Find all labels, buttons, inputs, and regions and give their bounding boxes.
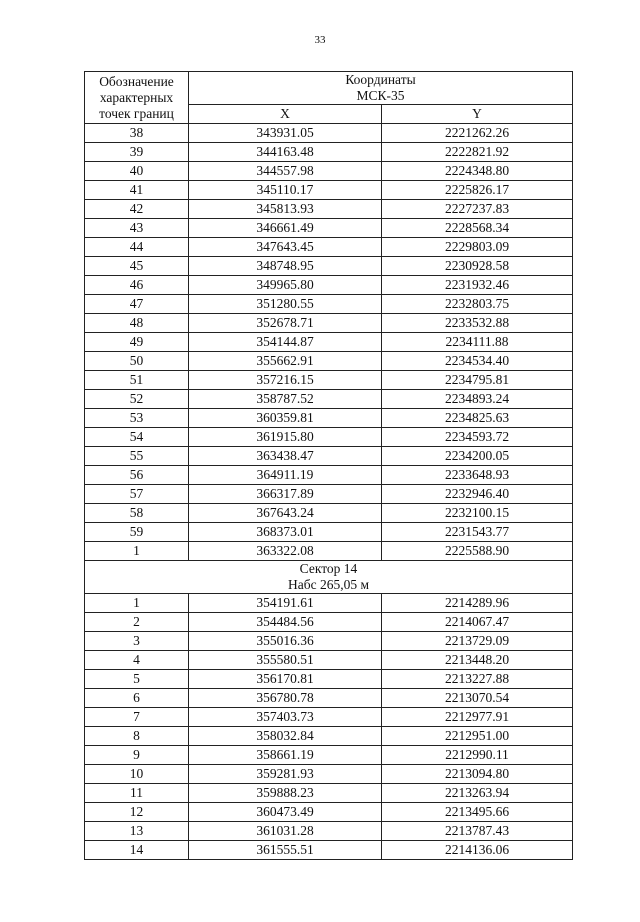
coordinates-header [189,72,573,105]
y-coordinate-cell: 2234534.40 [382,352,573,371]
table-row [85,542,573,561]
point-label-header-line: характерных [99,89,174,105]
x-coordinate-cell: 359281.93 [189,765,382,784]
table-row [85,257,573,276]
table-body-part-1 [85,124,573,561]
y-coordinate-cell: 2212977.91 [382,708,573,727]
y-coordinate-cell: 2213787.43 [382,822,573,841]
y-coordinate-cell: 2213729.09 [382,632,573,651]
point-number-cell: 57 [85,485,189,504]
table-row [85,371,573,390]
coordinates-header-line: Координаты [345,72,416,87]
y-coordinate-cell: 2213070.54 [382,689,573,708]
x-coordinate-cell: 356170.81 [189,670,382,689]
point-number-cell: 58 [85,504,189,523]
point-number-cell: 39 [85,143,189,162]
x-coordinate-cell: 364911.19 [189,466,382,485]
point-label-header-line: точек границ [99,105,174,121]
y-coordinate-cell: 2230928.58 [382,257,573,276]
table-row [85,333,573,352]
x-coordinate-cell: 355016.36 [189,632,382,651]
y-coordinate-cell: 2214136.06 [382,841,573,860]
table-row [85,822,573,841]
x-coordinate-cell: 356780.78 [189,689,382,708]
point-number-cell: 13 [85,822,189,841]
x-coordinate-cell: 345110.17 [189,181,382,200]
table-row [85,124,573,143]
table-row [85,428,573,447]
point-number-cell: 53 [85,409,189,428]
x-coordinate-cell: 358032.84 [189,727,382,746]
point-number-cell: 48 [85,314,189,333]
y-coordinate-cell: 2213495.66 [382,803,573,822]
point-number-cell: 43 [85,219,189,238]
point-number-cell: 42 [85,200,189,219]
point-label-header-line: Обозначение [99,73,174,89]
x-coordinate-cell: 347643.45 [189,238,382,257]
x-coordinate-cell: 355662.91 [189,352,382,371]
point-label-header [85,72,189,124]
y-coordinate-cell: 2212990.11 [382,746,573,765]
y-coordinate-cell: 2232946.40 [382,485,573,504]
point-number-cell: 3 [85,632,189,651]
table-row [85,409,573,428]
y-coordinate-cell: 2224348.80 [382,162,573,181]
y-column-header: Y [382,105,573,124]
point-number-cell: 10 [85,765,189,784]
x-coordinate-cell: 355580.51 [189,651,382,670]
y-coordinate-cell: 2222821.92 [382,143,573,162]
table-row [85,219,573,238]
y-coordinate-cell: 2225826.17 [382,181,573,200]
y-coordinate-cell: 2214067.47 [382,613,573,632]
y-coordinate-cell: 2221262.26 [382,124,573,143]
x-coordinate-cell: 358661.19 [189,746,382,765]
table-row [85,632,573,651]
table-row [85,485,573,504]
point-number-cell: 6 [85,689,189,708]
point-number-cell: 47 [85,295,189,314]
point-number-cell: 45 [85,257,189,276]
x-coordinate-cell: 354144.87 [189,333,382,352]
y-coordinate-cell: 2234893.24 [382,390,573,409]
x-coordinate-cell: 366317.89 [189,485,382,504]
x-coordinate-cell: 361555.51 [189,841,382,860]
table-row [85,803,573,822]
x-column-header: X [189,105,382,124]
x-coordinate-cell: 345813.93 [189,200,382,219]
table-row [85,352,573,371]
x-coordinate-cell: 358787.52 [189,390,382,409]
table-row [85,746,573,765]
table-row [85,276,573,295]
y-coordinate-cell: 2233532.88 [382,314,573,333]
x-coordinate-cell: 343931.05 [189,124,382,143]
point-number-cell: 54 [85,428,189,447]
table-row [85,466,573,485]
point-number-cell: 51 [85,371,189,390]
sector-row [85,561,573,594]
table-row [85,390,573,409]
table-row [85,784,573,803]
point-number-cell: 14 [85,841,189,860]
y-coordinate-cell: 2227237.83 [382,200,573,219]
y-coordinate-cell: 2213094.80 [382,765,573,784]
y-coordinate-cell: 2212951.00 [382,727,573,746]
table-row [85,594,573,613]
table-header [85,72,573,124]
sector-section [85,561,573,594]
table-row [85,143,573,162]
y-coordinate-cell: 2233648.93 [382,466,573,485]
table-row [85,295,573,314]
coordinates-table [84,71,573,860]
x-coordinate-cell: 360473.49 [189,803,382,822]
sector-title: Сектор 14 [299,561,358,576]
table-row [85,765,573,784]
x-coordinate-cell: 357403.73 [189,708,382,727]
y-coordinate-cell: 2234200.05 [382,447,573,466]
point-number-cell: 49 [85,333,189,352]
table-row [85,841,573,860]
x-coordinate-cell: 352678.71 [189,314,382,333]
point-number-cell: 59 [85,523,189,542]
table-row [85,162,573,181]
y-coordinate-cell: 2234795.81 [382,371,573,390]
point-number-cell: 12 [85,803,189,822]
x-coordinate-cell: 361031.28 [189,822,382,841]
table-row [85,447,573,466]
point-number-cell: 46 [85,276,189,295]
table-row [85,523,573,542]
table-row [85,689,573,708]
point-number-cell: 5 [85,670,189,689]
y-coordinate-cell: 2234593.72 [382,428,573,447]
table-row [85,504,573,523]
point-number-cell: 9 [85,746,189,765]
point-number-cell: 1 [85,542,189,561]
table-body-part-2 [85,594,573,860]
y-coordinate-cell: 2225588.90 [382,542,573,561]
x-coordinate-cell: 351280.55 [189,295,382,314]
y-coordinate-cell: 2214289.96 [382,594,573,613]
point-number-cell: 2 [85,613,189,632]
point-number-cell: 56 [85,466,189,485]
table-row [85,708,573,727]
x-coordinate-cell: 348748.95 [189,257,382,276]
table-row [85,238,573,257]
y-coordinate-cell: 2231932.46 [382,276,573,295]
x-coordinate-cell: 361915.80 [189,428,382,447]
table-row [85,651,573,670]
table-row [85,613,573,632]
x-coordinate-cell: 357216.15 [189,371,382,390]
y-coordinate-cell: 2228568.34 [382,219,573,238]
sector-heading [85,561,573,594]
sector-height: Набс 265,05 м [287,577,370,592]
table-row [85,314,573,333]
x-coordinate-cell: 349965.80 [189,276,382,295]
x-coordinate-cell: 359888.23 [189,784,382,803]
x-coordinate-cell: 344163.48 [189,143,382,162]
x-coordinate-cell: 368373.01 [189,523,382,542]
point-number-cell: 52 [85,390,189,409]
y-coordinate-cell: 2232100.15 [382,504,573,523]
point-number-cell: 55 [85,447,189,466]
y-coordinate-cell: 2234111.88 [382,333,573,352]
table-row [85,200,573,219]
x-coordinate-cell: 354484.56 [189,613,382,632]
x-coordinate-cell: 354191.61 [189,594,382,613]
point-number-cell: 11 [85,784,189,803]
point-number-cell: 41 [85,181,189,200]
y-coordinate-cell: 2213263.94 [382,784,573,803]
point-number-cell: 4 [85,651,189,670]
table-row [85,727,573,746]
x-coordinate-cell: 346661.49 [189,219,382,238]
point-number-cell: 44 [85,238,189,257]
y-coordinate-cell: 2232803.75 [382,295,573,314]
y-coordinate-cell: 2231543.77 [382,523,573,542]
table-row [85,670,573,689]
x-coordinate-cell: 360359.81 [189,409,382,428]
point-number-cell: 7 [85,708,189,727]
point-number-cell: 8 [85,727,189,746]
x-coordinate-cell: 367643.24 [189,504,382,523]
x-coordinate-cell: 363438.47 [189,447,382,466]
point-number-cell: 50 [85,352,189,371]
page-number: 33 [314,34,326,46]
x-coordinate-cell: 344557.98 [189,162,382,181]
point-number-cell: 40 [85,162,189,181]
table-row [85,181,573,200]
y-coordinate-cell: 2213227.88 [382,670,573,689]
x-coordinate-cell: 363322.08 [189,542,382,561]
point-number-cell: 38 [85,124,189,143]
y-coordinate-cell: 2234825.63 [382,409,573,428]
y-coordinate-cell: 2213448.20 [382,651,573,670]
coordinates-header-line: МСК-35 [356,88,405,103]
point-number-cell: 1 [85,594,189,613]
y-coordinate-cell: 2229803.09 [382,238,573,257]
